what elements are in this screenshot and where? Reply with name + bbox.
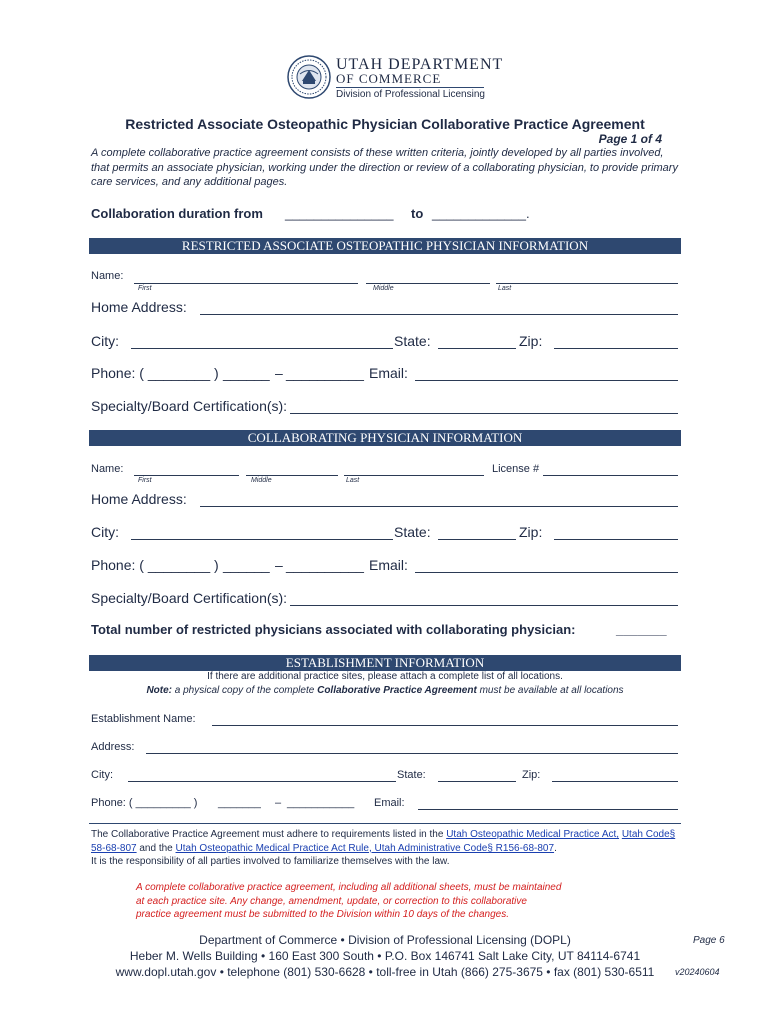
duration-label: Collaboration duration from	[91, 206, 263, 221]
collab-state-field[interactable]	[438, 539, 516, 540]
compliance-text-2: and the	[139, 842, 173, 854]
associate-city-field[interactable]	[131, 348, 393, 349]
collab-phone-dash: –	[275, 557, 283, 573]
note-bold: Collaborative Practice Agreement	[317, 685, 477, 696]
compliance-text-1: The Collaborative Practice Agreement must adhere to requirements listed in the	[91, 829, 444, 840]
red-note-line-1: A complete collaborative practice agreement, including all additional sheets, must be maintained	[136, 882, 562, 893]
establishment-state-field[interactable]	[438, 781, 516, 782]
duration-start-field[interactable]: _______________	[285, 206, 394, 221]
establishment-address-field[interactable]	[146, 753, 678, 754]
associate-email-field[interactable]	[415, 380, 678, 381]
collab-specialty-field[interactable]	[290, 605, 678, 606]
associate-last-caption: Last	[498, 285, 512, 292]
establishment-phone-mid[interactable]: _______	[218, 797, 261, 809]
utah-code-link[interactable]: Utah Code§ 58-68-807	[91, 829, 676, 854]
associate-state-field[interactable]	[438, 348, 516, 349]
associate-first-name-field[interactable]	[134, 283, 358, 284]
org-name-line2: OF COMMERCE	[336, 71, 442, 86]
collab-phone-label[interactable]: Phone: ( ________ )	[91, 557, 219, 573]
associate-last-name-field[interactable]	[496, 283, 678, 284]
compliance-text-4: It is the responsibility of all parties involved to familiarize themselves with the law.	[91, 856, 450, 867]
collab-email-label: Email:	[369, 557, 408, 573]
collab-zip-field[interactable]	[554, 539, 678, 540]
section-header-establishment: ESTABLISHMENT INFORMATION	[89, 655, 681, 671]
footer-version: v20240604	[675, 967, 720, 977]
practice-act-rule-link[interactable]: Utah Osteopathic Medical Practice Act Rule, Utah Administrative Code§ R156-68-807	[175, 842, 555, 854]
establishment-zip-label: Zip:	[522, 769, 541, 781]
associate-specialty-field[interactable]	[290, 413, 678, 414]
associate-middle-name-field[interactable]	[366, 283, 490, 284]
associate-phone-mid[interactable]: ______	[223, 365, 270, 381]
establishment-phone-label[interactable]: Phone: ( _________ )	[91, 797, 198, 809]
establishment-phone-end[interactable]: ___________	[287, 797, 355, 809]
page-label: Page 1 of 4	[598, 132, 662, 146]
intro-text: A complete collaborative practice agreement consists of these written criteria, jointly developed by all parties involved, that permits an associate physician, working under the direction or review of a collaborating physician, to provide primary care services, and any additional pages.	[91, 147, 678, 188]
division-name: Division of Professional Licensing	[336, 89, 485, 100]
establishment-email-field[interactable]	[418, 809, 678, 810]
establishment-phone-dash: –	[275, 797, 282, 809]
total-physicians-label: Total number of restricted physicians associated with collaborating physician:	[91, 622, 576, 637]
establishment-name-label: Establishment Name:	[91, 713, 196, 725]
establishment-zip-field[interactable]	[552, 781, 678, 782]
collab-home-address-label: Home Address:	[91, 491, 187, 507]
collab-first-caption: First	[138, 477, 152, 484]
collab-phone-end[interactable]: __________	[286, 557, 364, 573]
establishment-name-field[interactable]	[212, 725, 678, 726]
section-header-associate: RESTRICTED ASSOCIATE OSTEOPATHIC PHYSICIAN INFORMATION	[89, 238, 681, 254]
collab-city-field[interactable]	[131, 539, 393, 540]
footer-line-1: Department of Commerce • Division of Professional Licensing (DOPL)	[199, 933, 571, 947]
associate-phone-end[interactable]: __________	[286, 365, 364, 381]
collab-state-label: State:	[394, 524, 431, 540]
duration-end-field[interactable]: _____________.	[432, 206, 530, 221]
establishment-city-field[interactable]	[128, 781, 396, 782]
collab-first-name-field[interactable]	[134, 475, 239, 476]
collab-last-name-field[interactable]	[344, 475, 484, 476]
establishment-city-label: City:	[91, 769, 113, 781]
footer-page-number: Page 6	[693, 935, 725, 946]
associate-city-label: City:	[91, 333, 119, 349]
compliance-text	[91, 828, 686, 869]
collab-middle-caption: Middle	[251, 477, 272, 484]
note-text: a physical copy of the complete	[174, 685, 315, 696]
org-name-line1: UTAH DEPARTMENT	[336, 56, 504, 73]
establishment-state-label: State:	[397, 769, 426, 781]
red-note	[136, 881, 656, 922]
collab-phone-mid[interactable]: ______	[223, 557, 270, 573]
page-title: Restricted Associate Osteopathic Physician Collaborative Practice Agreement	[125, 116, 645, 132]
associate-email-label: Email:	[369, 365, 408, 381]
collab-home-address-field[interactable]	[200, 506, 678, 507]
establishment-note-1: If there are additional practice sites, please attach a complete list of all locations.	[207, 671, 563, 682]
red-note-line-2: at each practice site. Any change, amendment, update, or correction to this collaborative	[136, 895, 527, 907]
collab-name-label: Name:	[91, 463, 124, 475]
collab-license-field[interactable]	[543, 475, 678, 476]
establishment-email-label: Email:	[374, 797, 405, 809]
associate-zip-label: Zip:	[519, 333, 543, 349]
associate-phone-label[interactable]: Phone: ( ________ )	[91, 365, 219, 381]
collab-last-caption: Last	[346, 477, 360, 484]
practice-act-link[interactable]: Utah Osteopathic Medical Practice Act,	[446, 829, 620, 840]
footer-line-3: www.dopl.utah.gov • telephone (801) 530-6628 • toll-free in Utah (866) 275-3675 • fax (801) 530-6511	[115, 965, 655, 979]
footer-line-2: Heber M. Wells Building • 160 East 300 South • P.O. Box 146741 Salt Lake City, UT 84114-6741	[129, 949, 641, 963]
associate-state-label: State:	[394, 333, 431, 349]
associate-middle-caption: Middle	[373, 285, 394, 292]
note-label: Note:	[146, 685, 172, 696]
collab-license-label: License #	[492, 463, 540, 475]
associate-home-address-field[interactable]	[200, 314, 678, 315]
note-end: must be available at all locations	[479, 685, 624, 696]
associate-home-address-label: Home Address:	[91, 299, 187, 315]
collab-middle-name-field[interactable]	[246, 475, 338, 476]
establishment-address-label: Address:	[91, 741, 135, 753]
associate-phone-dash: –	[275, 365, 283, 381]
section-header-collaborating: COLLABORATING PHYSICIAN INFORMATION	[89, 430, 681, 446]
associate-name-label: Name:	[91, 270, 124, 282]
associate-specialty-label: Specialty/Board Certification(s):	[91, 398, 288, 414]
red-note-line-3: practice agreement must be submitted to the Division within 10 days of the changes.	[136, 909, 509, 920]
associate-zip-field[interactable]	[554, 348, 678, 349]
compliance-text-3: .	[554, 842, 557, 854]
logo-divider	[336, 87, 484, 88]
collab-specialty-label: Specialty/Board Certification(s):	[91, 590, 288, 606]
duration-to: to	[411, 206, 424, 221]
establishment-note-2	[0, 685, 770, 696]
collab-zip-label: Zip:	[519, 524, 543, 540]
state-seal-icon	[287, 55, 331, 99]
collab-city-label: City:	[91, 524, 119, 540]
compliance-divider	[89, 823, 681, 824]
total-physicians-field[interactable]: _______	[616, 622, 667, 637]
collab-email-field[interactable]	[415, 572, 678, 573]
associate-first-caption: First	[138, 285, 152, 292]
